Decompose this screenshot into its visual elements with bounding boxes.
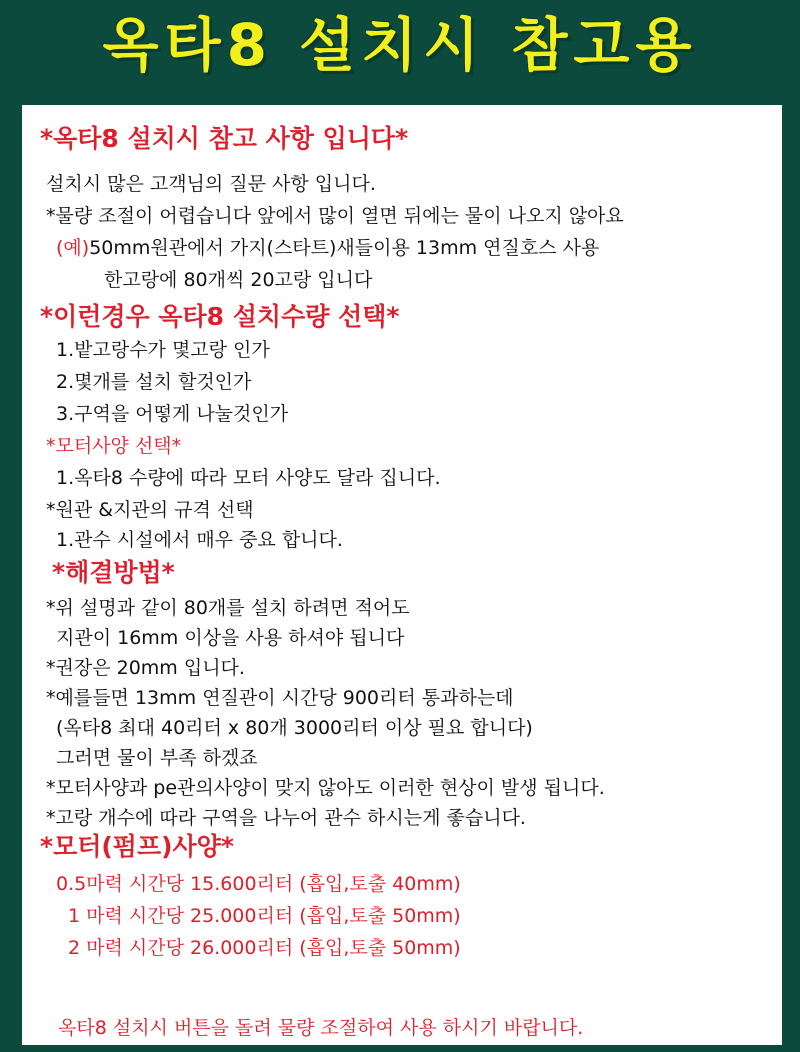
section-heading-reference: *옥타8 설치시 참고 사항 입니다* <box>40 124 409 153</box>
solution-line: *모터사양과 pe관의사양이 맞지 않아도 이러한 현상이 발생 됩니다. <box>46 777 605 799</box>
motor-spec-row: 1 마력 시간당 25.000리터 (흡입,토출 50mm) <box>68 905 461 927</box>
body-line: *물량 조절이 어렵습니다 앞에서 많이 열면 뒤에는 물이 나오지 않아요 <box>46 205 624 227</box>
body-line: 한고랑에 80개씩 20고랑 입니다 <box>104 269 373 291</box>
solution-line: *예를들면 13mm 연질관이 시간당 900리터 통과하는데 <box>46 687 514 709</box>
list-item: 1.관수 시설에서 매우 중요 합니다. <box>56 529 343 551</box>
section-heading-quantity: *이런경우 옥타8 설치수량 선택* <box>40 302 400 331</box>
solution-line: *권장은 20mm 입니다. <box>46 657 245 679</box>
list-item: 2.몇개를 설치 할것인가 <box>56 371 252 393</box>
example-line <box>56 233 599 260</box>
motor-spec-row: 2 마력 시간당 26.000리터 (흡입,토출 50mm) <box>68 937 461 959</box>
page-title: 옥타8 설치시 참고용 <box>102 11 698 79</box>
content-panel <box>20 103 784 1047</box>
list-item: 1.밭고랑수가 몇고랑 인가 <box>56 339 270 361</box>
solution-line: 그러면 물이 부족 하겠죠 <box>56 747 258 769</box>
header-banner <box>0 0 800 103</box>
solution-line: (옥타8 최대 40리터 x 80개 3000리터 이상 필요 합니다) <box>56 717 533 739</box>
section-heading-pump-spec: *모터(펌프)사양* <box>40 832 234 861</box>
footer-note: 옥타8 설치시 버튼을 돌려 물량 조절하여 사용 하시기 바랍니다. <box>58 1017 584 1039</box>
solution-line: *고랑 개수에 따라 구역을 나누어 관수 하시는게 좋습니다. <box>46 807 526 829</box>
solution-line: 지관이 16mm 이상을 사용 하셔야 됩니다 <box>56 627 405 649</box>
motor-spec-row: 0.5마력 시간당 15.600리터 (흡입,토출 40mm) <box>56 873 461 895</box>
example-text: 50mm원관에서 가지(스타트)새들이용 13mm 연질호스 사용 <box>89 237 600 259</box>
section-heading-solution: *해결방법* <box>52 558 175 587</box>
section-heading-motor-spec: *모터사양 선택* <box>46 435 182 457</box>
body-line: 설치시 많은 고객님의 질문 사항 입니다. <box>46 173 376 195</box>
solution-line: *위 설명과 같이 80개를 설치 하려면 적어도 <box>46 597 410 619</box>
section-heading-pipe-spec: *원관 &지관의 규격 선택 <box>46 499 254 521</box>
example-tag: (예) <box>56 237 90 259</box>
list-item: 1.옥타8 수량에 따라 모터 사양도 달라 집니다. <box>56 467 441 489</box>
list-item: 3.구역을 어떻게 나눌것인가 <box>56 403 289 425</box>
